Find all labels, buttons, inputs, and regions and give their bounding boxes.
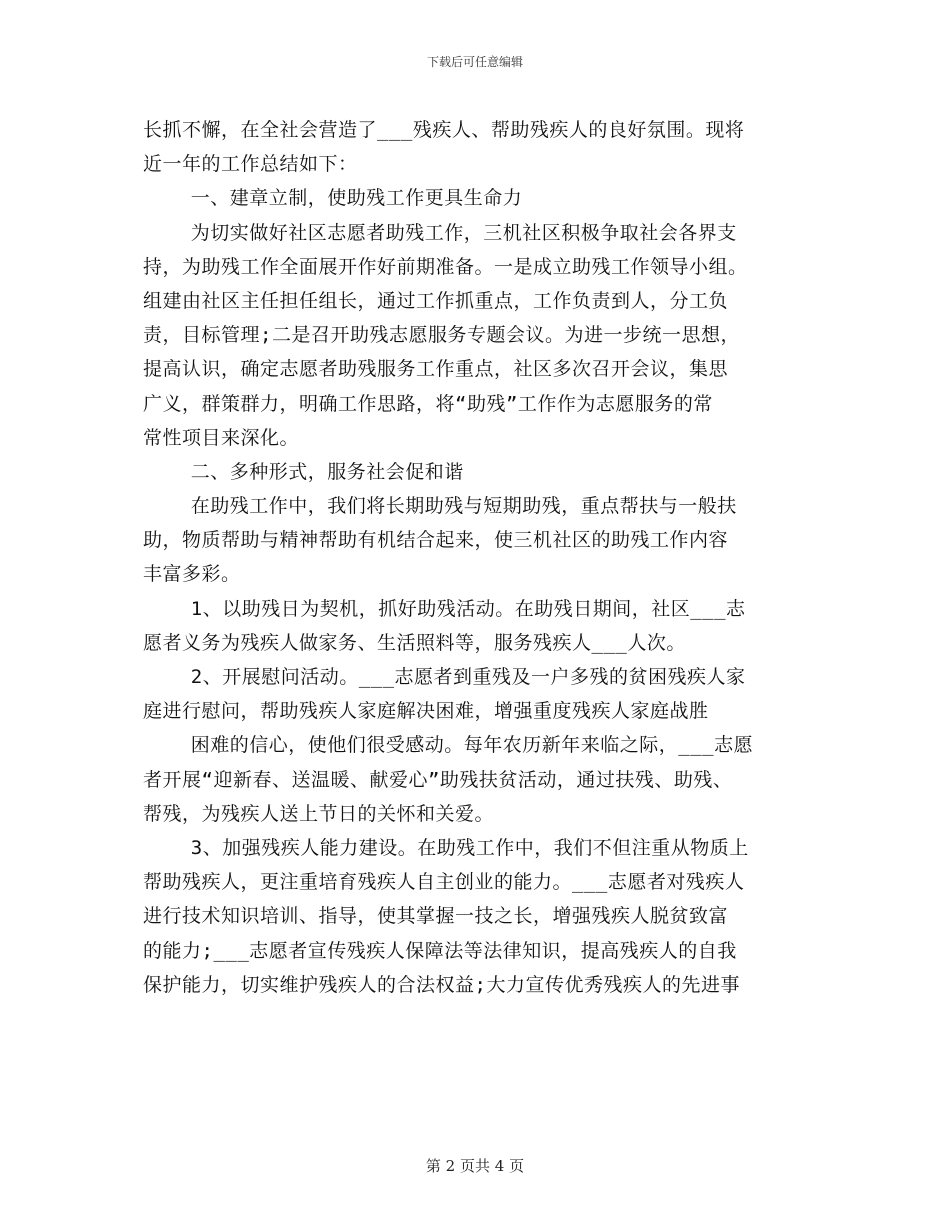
text-line: 为切实做好社区志愿者助残工作，三机社区积极争取社会各界支 xyxy=(143,221,737,244)
text-line: 进行技术知识培训、指导，使其掌握一技之长，增强残疾人脱贫致富 xyxy=(143,905,729,928)
text-line: 困难的信心，使他们很受感动。每年农历新年来临之际，___志愿 xyxy=(143,734,754,757)
text-line: 者开展“迎新春、送温暖、献爱心”助残扶贫活动，通过扶残、助残、 xyxy=(143,768,733,791)
text-line: 提高认识，确定志愿者助残服务工作重点，社区多次召开会议，集思 xyxy=(143,358,729,381)
text-line: 持，为助残工作全面展开作好前期准备。一是成立助残工作领导小组。 xyxy=(143,255,748,278)
text-line: 庭进行慰问，帮助残疾人家庭解决困难，增强重度残疾人家庭战胜 xyxy=(143,700,709,723)
text-line: 帮助残疾人，更注重培育残疾人自主创业的能力。___志愿者对残疾人 xyxy=(143,871,745,894)
text-line: 组建由社区主任担任组长，通过工作抓重点，工作负责到人，分工负 xyxy=(143,289,729,312)
page-header: 下载后可任意编辑 xyxy=(426,55,523,69)
text-line: 常性项目来深化。 xyxy=(143,426,300,449)
text-line: 二、多种形式，服务社会促和谐 xyxy=(143,460,464,483)
text-line: 保护能力，切实维护残疾人的合法权益;大力宣传优秀残疾人的先进事 xyxy=(143,973,740,996)
text-line: 2、开展慰问活动。___志愿者到重残及一户多残的贫困残疾人家 xyxy=(143,666,746,688)
text-line: 的能力;___志愿者宣传残疾人保障法等法律知识，提高残疾人的自我 xyxy=(143,939,737,962)
text-line: 长抓不懈，在全社会营造了___残疾人、帮助残疾人的良好氛围。现将 xyxy=(143,119,745,141)
text-line: 1、以助残日为契机，抓好助残活动。在助残日期间，社区___志 xyxy=(143,597,746,620)
text-line: 责，目标管理;二是召开助残志愿服务专题会议。为进一步统一思想， xyxy=(143,324,740,347)
text-line: 近一年的工作总结如下： xyxy=(143,153,358,176)
text-line: 在助残工作中，我们将长期助残与短期助残，重点帮扶与一般扶 xyxy=(143,495,737,518)
document-body xyxy=(143,113,808,1002)
text-line: 一、建章立制，使助残工作更具生命力 xyxy=(143,187,523,210)
text-line: 愿者义务为残疾人做家务、生活照料等，服务残疾人___人次。 xyxy=(143,631,686,654)
text-line: 广义，群策群力，明确工作思路，将“助残”工作作为志愿服务的常 xyxy=(143,392,713,415)
text-line: 3、加强残疾人能力建设。在助残工作中，我们不但注重从物质上 xyxy=(143,836,749,859)
text-line: 助，物质帮助与精神帮助有机结合起来，使三机社区的助残工作内容 xyxy=(143,529,729,552)
text-line: 帮残，为残疾人送上节日的关怀和关爱。 xyxy=(143,802,495,825)
text-line: 丰富多彩。 xyxy=(143,563,241,586)
page-footer: 第 2 页共 4 页 xyxy=(425,1157,525,1175)
